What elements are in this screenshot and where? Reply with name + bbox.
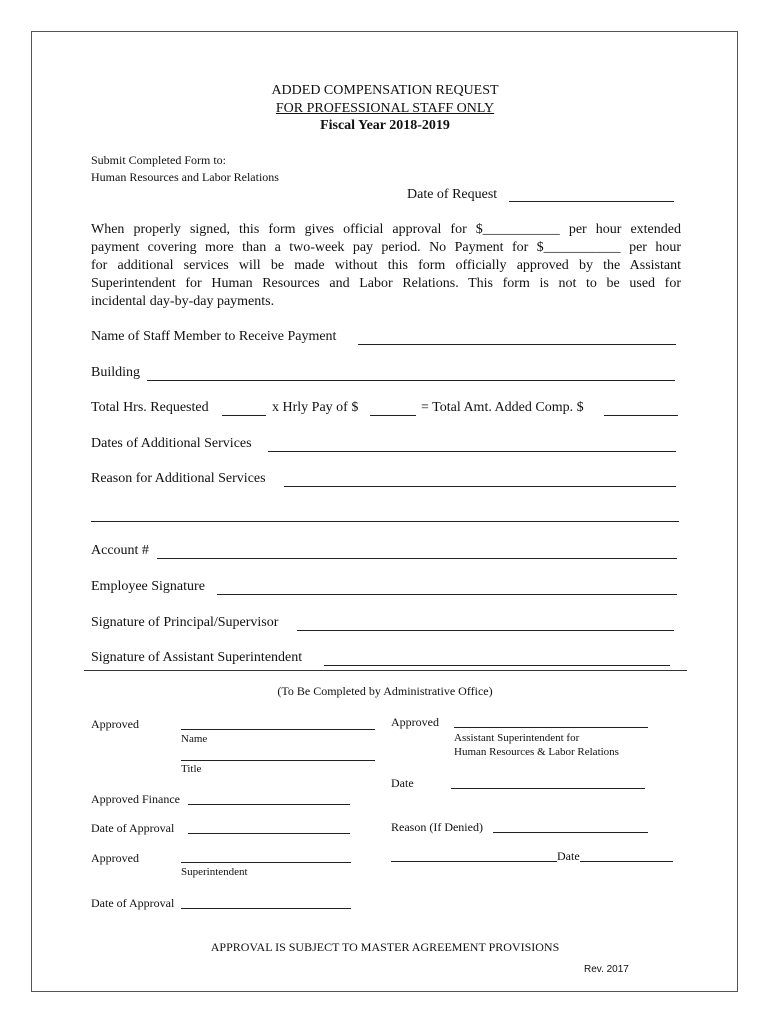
- account-field[interactable]: [157, 558, 677, 559]
- title-caption: Title: [181, 763, 202, 775]
- asst-super-caption-2: Human Resources & Labor Relations: [454, 746, 619, 758]
- approved-finance-label: Approved Finance: [91, 792, 180, 806]
- approved-asst-super-field[interactable]: [454, 727, 648, 728]
- dates-services-field[interactable]: [268, 451, 676, 452]
- paragraph-line: When properly signed, this form gives official approval for $___________ per hour extended: [91, 222, 681, 237]
- principal-signature-field[interactable]: [297, 630, 674, 631]
- date-of-approval-field-2[interactable]: [181, 908, 351, 909]
- submit-to-label: Submit Completed Form to:: [91, 153, 227, 167]
- approved-label-right: Approved: [391, 715, 439, 729]
- date-right-field[interactable]: [451, 788, 645, 789]
- date-inline-label: Date: [557, 849, 580, 863]
- reason-services-field[interactable]: [284, 486, 676, 487]
- date-of-approval-label: Date of Approval: [91, 821, 175, 835]
- total-hrs-label: Total Hrs. Requested: [91, 400, 209, 415]
- staff-member-label: Name of Staff Member to Receive Payment: [91, 329, 337, 344]
- hrly-pay-field[interactable]: [370, 415, 416, 416]
- paragraph-line: payment covering more than a two-week pay period. No Payment for $___________ per hour: [91, 240, 681, 255]
- asst-super-caption: Assistant Superintendent for: [454, 732, 580, 744]
- date-of-approval-field[interactable]: [188, 833, 350, 834]
- employee-signature-field[interactable]: [217, 594, 677, 595]
- admin-heading: (To Be Completed by Administrative Office): [277, 684, 493, 698]
- approved-label: Approved: [91, 717, 139, 731]
- employee-signature-label: Employee Signature: [91, 579, 205, 594]
- superintendent-field[interactable]: [181, 862, 351, 863]
- dates-services-label: Dates of Additional Services: [91, 436, 252, 451]
- approved-finance-field[interactable]: [188, 804, 350, 805]
- date-inline-field[interactable]: [580, 861, 673, 862]
- staff-member-field[interactable]: [358, 344, 676, 345]
- date-label-right: Date: [391, 776, 414, 790]
- building-label: Building: [91, 365, 141, 380]
- principal-signature-label: Signature of Principal/Supervisor: [91, 615, 279, 630]
- paragraph-line: Superintendent for Human Resources and Labor Relations. This form is not to be used for: [91, 276, 681, 291]
- paragraph-line: for additional services will be made without this form officially approved by the Assistant: [91, 258, 681, 273]
- date-of-request-label: Date of Request: [407, 187, 498, 202]
- fiscal-year: Fiscal Year 2018-2019: [320, 118, 450, 133]
- approved-name-field[interactable]: [181, 729, 375, 730]
- instructions-paragraph: [91, 221, 681, 311]
- asst-super-signature-field[interactable]: [324, 665, 670, 666]
- inline-signature-field[interactable]: [391, 861, 557, 862]
- name-caption: Name: [181, 733, 208, 745]
- reason-denied-label: Reason (If Denied): [391, 820, 483, 834]
- reason-services-field-2[interactable]: [91, 521, 679, 522]
- section-divider: [84, 670, 687, 671]
- paragraph-line: incidental day-by-day payments.: [91, 294, 275, 309]
- date-of-approval-label-2: Date of Approval: [91, 896, 175, 910]
- reason-denied-field[interactable]: [493, 832, 648, 833]
- form-subtitle: FOR PROFESSIONAL STAFF ONLY: [275, 101, 495, 116]
- approved-title-field[interactable]: [181, 760, 375, 761]
- total-amt-field[interactable]: [604, 415, 678, 416]
- approved-super-label: Approved: [91, 851, 139, 865]
- submit-dept-label: Human Resources and Labor Relations: [91, 170, 279, 184]
- building-field[interactable]: [147, 380, 675, 381]
- hrly-pay-label: x Hrly Pay of $: [272, 400, 359, 415]
- superintendent-caption: Superintendent: [181, 866, 248, 878]
- asst-super-signature-label: Signature of Assistant Superintendent: [91, 650, 303, 665]
- form-title: ADDED COMPENSATION REQUEST: [271, 83, 499, 98]
- reason-services-label: Reason for Additional Services: [91, 471, 266, 486]
- total-hrs-field[interactable]: [222, 415, 266, 416]
- revision-label: Rev. 2017: [584, 964, 629, 975]
- account-label: Account #: [91, 543, 149, 558]
- date-of-request-field[interactable]: [509, 201, 674, 202]
- footer-notice: APPROVAL IS SUBJECT TO MASTER AGREEMENT PROVISIONS: [210, 940, 560, 954]
- total-amt-label: = Total Amt. Added Comp. $: [421, 400, 584, 415]
